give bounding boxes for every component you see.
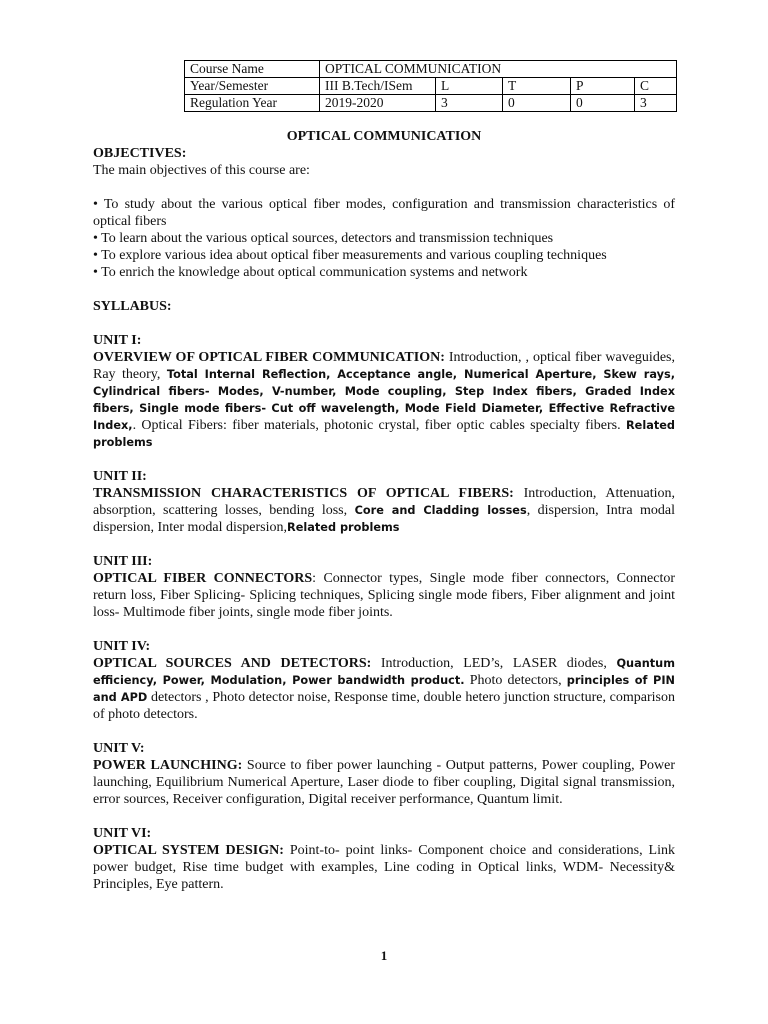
table-cell: Regulation Year (185, 95, 320, 112)
table-cell: 3 (436, 95, 503, 112)
table-row (185, 61, 677, 78)
table-cell: 2019-2020 (320, 95, 436, 112)
unit-text: Introduction, LED’s, LASER diodes, (371, 656, 617, 671)
table-cell: 3 (635, 95, 677, 112)
unit-label: UNIT III: (93, 554, 153, 569)
table-row (185, 95, 677, 112)
unit-key-topics: Quantum efficiency, Power, Modulation, Power bandwidth product. (93, 657, 675, 687)
objective-item: • To learn about the various optical sources, detectors and transmission techniques (93, 231, 554, 246)
table-cell: Course Name (185, 61, 320, 78)
table-row (185, 78, 677, 95)
course-info-table (184, 60, 677, 112)
table-cell: 0 (571, 95, 635, 112)
document-body (93, 128, 675, 893)
unit-label: UNIT IV: (93, 639, 151, 654)
objectives-intro: The main objectives of this course are: (93, 163, 310, 178)
unit-description (93, 485, 675, 536)
table-cell: III B.Tech/ISem (320, 78, 436, 95)
unit-key-topics: Related problems (287, 521, 400, 534)
unit-label: UNIT VI: (93, 826, 152, 841)
unit-title: POWER LAUNCHING: (93, 758, 243, 773)
table-cell: C (635, 78, 677, 95)
table-cell: 0 (503, 95, 571, 112)
unit-title: TRANSMISSION CHARACTERISTICS OF OPTICAL FIBERS: (93, 486, 514, 501)
unit-description (93, 655, 675, 723)
unit-label: UNIT V: (93, 741, 145, 756)
document-title: OPTICAL COMMUNICATION (286, 129, 482, 144)
unit-key-topics: Core and Cladding losses (354, 504, 527, 517)
unit-key-topics: Related problems (93, 419, 675, 449)
unit-text: detectors , Photo detector noise, Response time, double hetero junction structure, comparison of photo detectors. (93, 690, 675, 722)
table-cell: P (571, 78, 635, 95)
unit-description (93, 842, 675, 893)
unit-title: OVERVIEW OF OPTICAL FIBER COMMUNICATION: (93, 350, 445, 365)
table-cell: T (503, 78, 571, 95)
unit-title: OPTICAL SYSTEM DESIGN: (93, 843, 284, 858)
unit-label: UNIT I: (93, 333, 142, 348)
unit-text: . Optical Fibers: fiber materials, photonic crystal, fiber optic cables specialty fibers. (132, 418, 626, 433)
objectives-heading: OBJECTIVES: (93, 146, 187, 161)
syllabus-heading: SYLLABUS: (93, 299, 172, 314)
unit-title: OPTICAL SOURCES AND DETECTORS: (93, 656, 372, 671)
unit-title: OPTICAL FIBER CONNECTORS (93, 571, 313, 586)
unit-text: Introduction, , optical fiber waveguides, Ray theory, (93, 350, 675, 382)
unit-text: Introduction, Attenuation, absorption, scattering losses, bending loss, (93, 486, 675, 518)
objective-item: • To explore various idea about optical fiber measurements and various coupling techniques (93, 248, 607, 263)
unit-text: Point-to- point links- Component choice and considerations, Link power budget, Rise time budget with examples, Line coding in Optical links, WDM- Necessity& Principles, Eye pattern. (93, 843, 675, 892)
unit-text: Source to fiber power launching - Output patterns, Power coupling, Power launching, Equilibrium Numerical Aperture, Laser diode to fiber coupling, Digital signal transmission, error sources, Receiver configuration, Digital receiver performance, Quantum limit. (93, 758, 675, 807)
unit-text: Photo detectors, (464, 673, 567, 688)
table-cell: OPTICAL COMMUNICATION (320, 61, 677, 78)
objective-item: • To enrich the knowledge about optical communication systems and network (93, 265, 528, 280)
unit-key-topics: Total Internal Reflection, Acceptance angle, Numerical Aperture, Skew rays, Cylindrical fibers- Modes, V-number, Mode coupling, Step Index fibers, Graded Index fibers, Single mode fibers- Cut off wavelength, Mode Field Diameter, Effective Refractive Index, (93, 368, 675, 432)
table-cell: L (436, 78, 503, 95)
objective-item: • To study about the various optical fiber modes, configuration and transmission characteristics of optical fibers (93, 197, 675, 229)
unit-label: UNIT II: (93, 469, 147, 484)
page-number: 1 (380, 948, 388, 963)
unit-description (93, 757, 675, 808)
unit-description (93, 570, 675, 621)
table-cell: Year/Semester (185, 78, 320, 95)
unit-key-topics: principles of PIN and APD (93, 674, 675, 704)
unit-description (93, 349, 675, 451)
unit-text: , dispersion, Intra modal dispersion, Inter modal dispersion, (93, 503, 675, 535)
unit-text: : Connector types, Single mode fiber connectors, Connector return loss, Fiber Splicing- Splicing techniques, Splicing single mode fibers, Fiber alignment and joint loss- Multimode fiber joints, single mode fiber joints. (93, 571, 676, 620)
